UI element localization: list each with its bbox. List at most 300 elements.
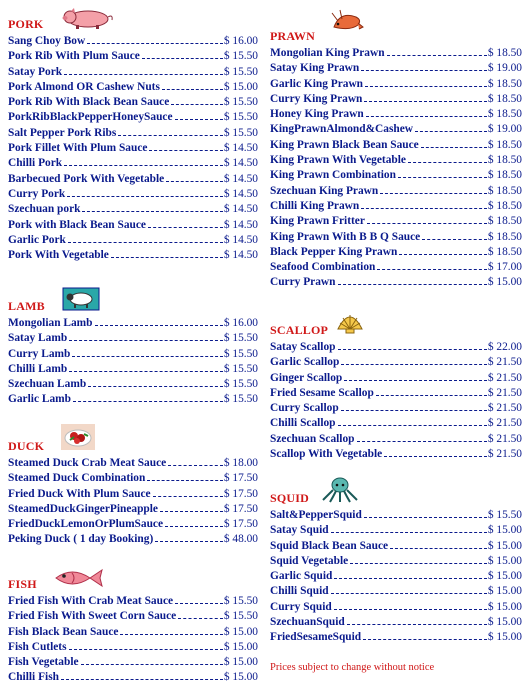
menu-item-price: $ 15.50 (223, 50, 258, 63)
menu-item (270, 416, 522, 431)
menu-item-name: Szechuan Scallop (270, 432, 355, 445)
menu-item-name: Szechuan Lamb (8, 378, 87, 391)
dotted-leader (366, 116, 487, 117)
section-duck (8, 434, 258, 548)
menu-item-price: $ 15.00 (487, 585, 522, 598)
menu-item-name: Fish Vegetable (8, 656, 79, 669)
section-lamb (8, 294, 258, 408)
menu-item-name: King Prawn With B B Q Sauce (270, 230, 421, 243)
menu-item (8, 316, 258, 331)
menu-item (8, 456, 258, 471)
section-title: FISH (8, 577, 37, 591)
menu-item (270, 230, 522, 245)
menu-item (270, 122, 522, 137)
menu-item-price: $ 18.50 (487, 47, 522, 59)
dotted-leader (408, 162, 487, 163)
menu-item-price: $ 21.50 (487, 402, 522, 415)
dotted-leader (165, 526, 223, 527)
menu-item-name: Chilli Lamb (8, 362, 68, 375)
menu-item-name: King Prawn Combination (270, 169, 396, 182)
menu-item-name: SzechuanSquid (270, 616, 345, 629)
section-title: PRAWN (270, 29, 315, 43)
section-title: LAMB (8, 299, 45, 313)
menu-item-name: Fish Cutlets (8, 640, 67, 653)
menu-item-price: $ 18.50 (487, 77, 522, 90)
menu-item-name: Scallop With Vegetable (270, 448, 383, 461)
dotted-leader (376, 395, 487, 396)
dotted-leader (390, 548, 487, 549)
menu-item-name: Squid Black Bean Sauce (270, 539, 389, 552)
dotted-leader (160, 511, 223, 512)
menu-item-price: $ 15.50 (223, 111, 258, 124)
menu-item-price: $ 14.50 (223, 233, 258, 246)
menu-item-name: Fish Black Bean Sauce (8, 625, 119, 638)
menu-item-name: Squid Vegetable (270, 554, 349, 567)
section-pork (8, 12, 258, 263)
menu-item-price: $ 15.50 (223, 347, 258, 360)
section-scallop (270, 318, 522, 462)
dotted-leader (365, 86, 487, 87)
menu-item-price: $ 17.50 (223, 472, 258, 485)
menu-item (270, 447, 522, 462)
menu-item-price: $ 18.50 (487, 230, 522, 243)
section-header (270, 318, 522, 340)
menu-item-name: Garlic King Prawn (270, 77, 364, 90)
duck-dish-icon (60, 423, 96, 456)
dotted-leader (384, 456, 487, 457)
menu-item (8, 233, 258, 248)
menu-item-name: King Prawn With Vegetable (270, 154, 406, 167)
dotted-leader (350, 563, 487, 564)
menu-item (8, 141, 258, 156)
dotted-leader (364, 517, 487, 518)
menu-item (270, 355, 522, 370)
menu-item-price: $ 15.00 (487, 554, 522, 567)
section-prawn (270, 24, 522, 291)
menu-item-price: $ 21.50 (487, 386, 522, 399)
dotted-leader (82, 211, 222, 212)
menu-item-price: $ 19.00 (487, 123, 522, 136)
menu-item (8, 517, 258, 532)
menu-item-name: Satay King Prawn (270, 62, 360, 75)
menu-item (8, 377, 258, 392)
menu-item (270, 275, 522, 290)
menu-item (8, 502, 258, 517)
menu-item-price: $ 18.50 (487, 154, 522, 167)
menu-item-name: Barbecued Pork With Vegetable (8, 172, 165, 185)
menu-item-name: Curry Pork (8, 187, 66, 200)
menu-item-price: $ 15.50 (487, 509, 522, 521)
menu-item-name: FriedSesameSquid (270, 631, 362, 644)
dotted-leader (331, 593, 487, 594)
menu-item-price: $ 21.50 (487, 417, 522, 430)
menu-item (8, 248, 258, 263)
fish-items (8, 594, 258, 686)
menu-item (8, 625, 258, 640)
dotted-leader (334, 578, 486, 579)
menu-item (8, 65, 258, 80)
menu-item-name: Szechuan pork (8, 203, 81, 216)
menu-item (8, 49, 258, 64)
dotted-leader (148, 227, 223, 228)
menu-item (270, 107, 522, 122)
menu-item-name: Satay Pork (8, 65, 63, 78)
menu-item-name: Fried Duck With Plum Sauce (8, 487, 151, 500)
menu-item (8, 362, 258, 377)
menu-item-price: $ 17.00 (487, 261, 522, 274)
dotted-leader (81, 664, 223, 665)
menu-item-price: $ 15.00 (223, 671, 258, 684)
menu-item (8, 110, 258, 125)
dotted-leader (73, 401, 223, 402)
menu-item-name: Garlic Squid (270, 570, 333, 583)
menu-item-name: Satay Scallop (270, 341, 336, 353)
menu-item (270, 584, 522, 599)
menu-item-price: $ 15.00 (487, 539, 522, 552)
menu-item-name: Pork Rib With Black Bean Sauce (8, 96, 170, 109)
menu-item-price: $ 15.50 (223, 65, 258, 78)
menu-item (8, 655, 258, 670)
dotted-leader (171, 104, 223, 105)
menu-item-price: $ 15.00 (223, 625, 258, 638)
menu-item (270, 61, 522, 76)
dotted-leader (338, 284, 487, 285)
menu-item-price: $ 15.50 (223, 126, 258, 139)
dotted-leader (398, 177, 487, 178)
menu-item-price: $ 14.50 (223, 157, 258, 170)
menu-item (8, 126, 258, 141)
dotted-leader (377, 269, 486, 270)
dotted-leader (118, 135, 223, 136)
dotted-leader (341, 364, 487, 365)
menu-item-name: Black Pepper King Prawn (270, 245, 398, 258)
menu-item (270, 168, 522, 183)
menu-item-price: $ 18.50 (487, 199, 522, 212)
menu-item-price: $ 14.50 (223, 218, 258, 231)
menu-item (270, 539, 522, 554)
menu-item (8, 609, 258, 624)
dotted-leader (61, 679, 223, 680)
menu-item-name: Garlic Scallop (270, 356, 340, 369)
menu-item (8, 347, 258, 362)
dotted-leader (147, 480, 222, 481)
prawn-icon (328, 9, 364, 40)
dotted-leader (415, 131, 487, 132)
menu-item-name: Satay Lamb (8, 332, 68, 345)
menu-item-price: $ 21.50 (487, 448, 522, 461)
section-fish (8, 572, 258, 686)
menu-item-name: Chilli Squid (270, 585, 329, 598)
section-title: DUCK (8, 439, 45, 453)
dotted-leader (341, 410, 487, 411)
dotted-leader (69, 340, 223, 341)
dotted-leader (155, 541, 223, 542)
menu-item-price: $ 21.50 (487, 371, 522, 384)
prawn-items (270, 46, 522, 291)
dotted-leader (64, 74, 223, 75)
menu-item-name: Salt Pepper Pork Ribs (8, 126, 117, 139)
menu-item-price: $ 17.50 (223, 487, 258, 500)
menu-item (270, 245, 522, 260)
menu-item (270, 600, 522, 615)
menu-item-price: $ 19.00 (487, 62, 522, 75)
menu-item (270, 46, 522, 61)
menu-item-name: Mongolian Lamb (8, 317, 93, 329)
dotted-leader (364, 101, 486, 102)
menu-item-price: $ 17.50 (223, 502, 258, 515)
menu-item-name: Fried Fish With Crab Meat Sauce (8, 595, 174, 607)
dotted-leader (338, 349, 487, 350)
dotted-leader (361, 208, 487, 209)
dotted-leader (344, 380, 487, 381)
dotted-leader (361, 70, 487, 71)
menu-item (8, 471, 258, 486)
menu-item-price: $ 15.50 (223, 393, 258, 406)
dotted-leader (111, 257, 223, 258)
menu-item (8, 392, 258, 407)
dotted-leader (357, 441, 487, 442)
menu-item-price: $ 15.00 (487, 570, 522, 583)
menu-item (8, 80, 258, 95)
menu-item (8, 640, 258, 655)
squid-icon (320, 477, 360, 508)
menu-item-name: Curry King Prawn (270, 92, 363, 105)
menu-item (270, 199, 522, 214)
menu-item-price: $ 16.00 (223, 317, 258, 329)
menu-item (8, 202, 258, 217)
menu-item (270, 260, 522, 275)
menu-item-name: Fried Sesame Scallop (270, 386, 374, 399)
dotted-leader (166, 181, 223, 182)
section-header (270, 486, 522, 508)
menu-item-name: Peking Duck ( 1 day Booking) (8, 533, 154, 546)
menu-item (8, 34, 258, 49)
section-header (270, 24, 522, 46)
menu-item-price: $ 18.50 (487, 215, 522, 228)
menu-item-name: Chilli Pork (8, 157, 63, 170)
dotted-leader (69, 371, 223, 372)
menu-item-price: $ 15.50 (223, 332, 258, 345)
section-squid (270, 486, 522, 646)
menu-item-price: $ 14.50 (223, 187, 258, 200)
menu-item (8, 218, 258, 233)
section-header (8, 572, 258, 594)
menu-item-price: $ 15.50 (223, 610, 258, 623)
menu-item-price: $ 15.00 (487, 524, 522, 537)
menu-item-name: Pork Almond OR Cashew Nuts (8, 80, 160, 93)
section-header (8, 12, 258, 34)
lamb-items (8, 316, 258, 408)
menu-item-name: King Prawn Fritter (270, 215, 365, 228)
menu-item-price: $ 15.50 (223, 96, 258, 109)
menu-item (270, 138, 522, 153)
dotted-leader (67, 196, 223, 197)
sheep-icon (62, 287, 100, 316)
menu-item (8, 670, 258, 685)
menu-item-name: Ginger Scallop (270, 371, 343, 384)
menu-item-name: Chilli King Prawn (270, 199, 360, 212)
menu-item-name: Satay Squid (270, 524, 329, 537)
menu-item-name: Pork Rib With Plum Sauce (8, 50, 140, 63)
menu-item-name: SteamedDuckGingerPineapple (8, 502, 158, 515)
dotted-leader (168, 465, 223, 466)
menu-item (270, 569, 522, 584)
dotted-leader (334, 609, 487, 610)
menu-item-name: Curry Prawn (270, 276, 336, 289)
menu-item-price: $ 15.00 (223, 80, 258, 93)
menu-item-price: $ 21.50 (487, 432, 522, 445)
dotted-leader (95, 325, 223, 326)
menu-item (270, 184, 522, 199)
dotted-leader (367, 223, 487, 224)
menu-item-price: $ 18.50 (487, 138, 522, 151)
menu-item-name: Sang Choy Bow (8, 35, 86, 47)
menu-item-name: Curry Scallop (270, 402, 339, 415)
menu-item (270, 214, 522, 229)
menu-item-price: $ 18.50 (487, 108, 522, 121)
dotted-leader (175, 119, 223, 120)
menu-item (270, 615, 522, 630)
menu-item (8, 172, 258, 187)
dotted-leader (422, 239, 487, 240)
menu-item-price: $ 14.50 (223, 172, 258, 185)
menu-item (270, 554, 522, 569)
dotted-leader (149, 150, 222, 151)
section-header (8, 434, 258, 456)
menu-item-price: $ 15.00 (487, 276, 522, 289)
menu-item-price: $ 14.50 (223, 249, 258, 262)
section-title: SQUID (270, 491, 310, 505)
menu-item-name: Steamed Duck Combination (8, 472, 146, 485)
menu-item-price: $ 15.00 (487, 600, 522, 613)
menu-item-price: $ 14.50 (223, 142, 258, 155)
dotted-leader (72, 356, 222, 357)
menu-item (8, 95, 258, 110)
menu-item-name: Seafood Combination (270, 261, 376, 274)
menu-item-name: Garlic Pork (8, 233, 66, 246)
scallop-shell-icon (336, 311, 364, 340)
pork-items (8, 34, 258, 263)
menu-item-price: $ 17.50 (223, 518, 258, 531)
menu-item-price: $ 15.00 (223, 656, 258, 669)
menu-item (8, 487, 258, 502)
menu-item-price: $ 18.00 (223, 457, 258, 469)
menu-item-name: FriedDuckLemonOrPlumSauce (8, 518, 164, 531)
menu-item-name: King Prawn Black Bean Sauce (270, 138, 419, 151)
dotted-leader (69, 649, 223, 650)
menu-item-name: Chilli Fish (8, 671, 59, 684)
squid-items (270, 508, 522, 646)
menu-item (270, 432, 522, 447)
menu-item-name: KingPrawnAlmond&Cashew (270, 123, 414, 136)
menu-item (8, 532, 258, 547)
menu-item-price: $ 15.50 (223, 378, 258, 391)
menu-item-name: Pork With Vegetable (8, 249, 109, 262)
menu-item-name: Garlic Lamb (8, 393, 71, 406)
menu-item-price: $ 14.50 (223, 203, 258, 216)
dotted-leader (338, 425, 487, 426)
menu-item (270, 340, 522, 355)
menu-item-name: Honey King Prawn (270, 108, 364, 121)
section-header (8, 294, 258, 316)
duck-items (8, 456, 258, 548)
dotted-leader (88, 386, 223, 387)
menu-item-price: $ 15.50 (223, 595, 258, 607)
section-title: SCALLOP (270, 323, 329, 337)
menu-item-price: $ 48.00 (223, 533, 258, 546)
dotted-leader (120, 634, 222, 635)
dotted-leader (399, 254, 487, 255)
menu-item-name: Curry Squid (270, 600, 332, 613)
menu-item-name: Chilli Scallop (270, 417, 336, 430)
menu-item (270, 630, 522, 645)
price-disclaimer: Prices subject to change without notice (270, 662, 435, 673)
menu-item-name: Curry Lamb (8, 347, 71, 360)
menu-item-name: Fried Fish With Sweet Corn Sauce (8, 610, 177, 623)
dotted-leader (68, 242, 223, 243)
dotted-leader (64, 165, 223, 166)
menu-item-price: $ 22.00 (487, 341, 522, 353)
menu-item (270, 523, 522, 538)
menu-item-name: Salt&PepperSquid (270, 509, 362, 521)
menu-item (270, 153, 522, 168)
menu-item (270, 386, 522, 401)
menu-item (270, 92, 522, 107)
dotted-leader (175, 603, 223, 604)
menu-item-price: $ 15.00 (223, 640, 258, 653)
menu-item (8, 187, 258, 202)
menu-item-name: PorkRibBlackPepperHoneySauce (8, 111, 173, 124)
menu-item (8, 156, 258, 171)
dotted-leader (331, 532, 487, 533)
menu-item-price: $ 18.50 (487, 169, 522, 182)
dotted-leader (87, 43, 223, 44)
menu-item-name: Pork with Black Bean Sauce (8, 218, 146, 231)
menu-item-price: $ 18.50 (487, 245, 522, 258)
menu-item-price: $ 15.00 (487, 631, 522, 644)
fish-icon (52, 567, 104, 594)
dotted-leader (387, 55, 487, 56)
menu-item-price: $ 18.50 (487, 92, 522, 105)
dotted-leader (363, 639, 487, 640)
dotted-leader (162, 89, 223, 90)
menu-item-name: Pork Fillet With Plum Sauce (8, 142, 148, 155)
menu-item (270, 401, 522, 416)
menu-item (270, 371, 522, 386)
menu-item-price: $ 21.50 (487, 356, 522, 369)
menu-item-price: $ 16.00 (223, 35, 258, 47)
menu-item (270, 77, 522, 92)
dotted-leader (347, 624, 487, 625)
dotted-leader (153, 496, 223, 497)
scallop-items (270, 340, 522, 462)
dotted-leader (380, 193, 487, 194)
menu-item (270, 508, 522, 523)
dotted-leader (421, 147, 487, 148)
dotted-leader (142, 58, 223, 59)
pig-icon (58, 7, 116, 34)
menu-item-price: $ 15.00 (487, 616, 522, 629)
menu-item-name: Szechuan King Prawn (270, 184, 379, 197)
menu-item-name: Steamed Duck Crab Meat Sauce (8, 457, 167, 469)
menu-item-price: $ 15.50 (223, 362, 258, 375)
menu-item (8, 594, 258, 609)
menu-item-name: Mongolian King Prawn (270, 47, 385, 59)
section-title: PORK (8, 17, 44, 31)
menu-item-price: $ 18.50 (487, 184, 522, 197)
menu-item (8, 331, 258, 346)
dotted-leader (178, 618, 223, 619)
